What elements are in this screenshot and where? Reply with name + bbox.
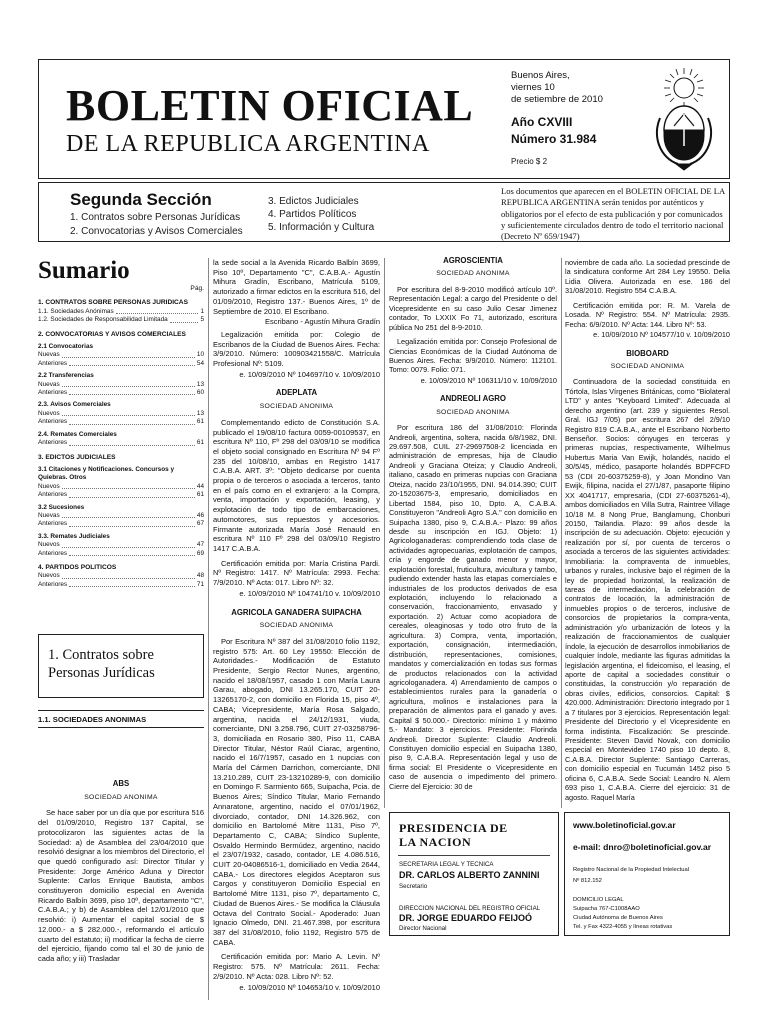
- toc-category: 3. EDICTOS JUDICIALES: [38, 453, 116, 461]
- toc-category: 1. CONTRATOS SOBRE PERSONAS JURIDICAS: [38, 299, 188, 307]
- section-item: 2. Convocatorias y Avisos Comerciales: [70, 226, 243, 237]
- toc-entry-label: Nuevas: [38, 511, 60, 519]
- toc-entry[interactable]: [38, 439, 204, 447]
- presidencia-box: [389, 812, 559, 936]
- table-of-contents: [38, 258, 204, 589]
- section-title: Segunda Sección: [70, 190, 212, 209]
- toc-entry[interactable]: [38, 389, 204, 397]
- column-1: [38, 770, 204, 965]
- issue-price: Precio $ 2: [511, 157, 548, 166]
- date-line: Buenos Aires,: [511, 70, 570, 81]
- notice-subheading: SOCIEDAD ANONIMA: [259, 622, 334, 630]
- toc-entry-label: 1.1. Sociedades Anónimas: [38, 307, 114, 315]
- toc-category: 2. CONVOCATORIAS Y AVISOS COMERCIALES: [38, 330, 186, 338]
- toc-entry[interactable]: [38, 512, 204, 520]
- column-4: [565, 258, 730, 803]
- toc-entry[interactable]: [38, 410, 204, 418]
- toc-entry[interactable]: [38, 572, 204, 580]
- toc-entry[interactable]: [38, 483, 204, 491]
- toc-entry-page: 46: [196, 511, 204, 519]
- email-link[interactable]: e-mail: dnro@boletinoficial.gov.ar: [573, 842, 712, 852]
- toc-entry[interactable]: [38, 316, 204, 324]
- notice-text: Por escritura del 8-9-2010 modificó artículo 10º. Representación Legal: a cargo del Presidente o del Vicepresidente en su caso Julio Cesar Jimenez contador, To LXXIX Fo 71, autorizado, escritura pública No 251 del 8-9-2010.: [389, 284, 557, 332]
- legal-notice: Los documentos que aparecen en el BOLETIN OFICIAL DE LA REPUBLICA ARGENTINA serán tenidos por auténticos y obligatorios por el efecto de esta publicación y por comunicados y suficientemente circulados dentro de todo el territorio nacional (Decreto Nº 659/1947): [501, 186, 725, 242]
- toc-entry-page: 13: [196, 409, 204, 417]
- notice-text: la sede social a la Avenida Ricardo Balbín 3699, Piso 10º, Departamento "C", C.A.B.A.- Agustín Mihura Gradín, Escribano, Matrícula 5109, autorizado a firmar edictos en la escritura 516, del 01/09/2010, Registro 137.- Buenos Aires, 1º de Septiembre de 2010. El Escribano.: [213, 258, 380, 316]
- notice-certification: Certificación emitida por: María Cristina Pardi. Nº Registro: 1417. Nº Matrícula: 2993. Fecha: 7/9/2010. Nº Acta: 017. Libro Nº: 32.: [213, 558, 380, 588]
- secretario-name: DR. CARLOS ALBERTO ZANNINI: [399, 870, 540, 880]
- toc-entry-page: 48: [196, 572, 204, 580]
- toc-leader-dots: [62, 572, 195, 578]
- toc-entry[interactable]: [38, 360, 204, 368]
- director-name: DR. JORGE EDUARDO FEIJOÓ: [399, 913, 533, 923]
- notice-legalization: Legalización emitida por: Consejo Profesional de Ciencias Económicas de la Ciudad Autónoma de Buenos Aires. Fecha: 9/9/2010. Número: 112101. Tomo: 0079. Folio: 071.: [389, 337, 557, 375]
- toc-leader-dots: [62, 541, 195, 547]
- toc-page-label: Pág.: [190, 285, 204, 292]
- toc-entry-page: 10: [196, 351, 204, 359]
- issue-number: Número 31.984: [511, 132, 597, 146]
- coat-of-arms-icon: [646, 66, 722, 172]
- toc-leader-dots: [69, 520, 195, 526]
- presidencia-title: PRESIDENCIA DE LA NACION: [399, 821, 508, 849]
- issue-date: [511, 70, 631, 106]
- column-divider: [561, 258, 562, 808]
- toc-entry-label: Anteriores: [38, 418, 68, 426]
- toc-entry-page: 61: [196, 439, 204, 447]
- toc-entry[interactable]: [38, 520, 204, 528]
- toc-entry[interactable]: [38, 381, 204, 389]
- section-item: 3. Edictos Judiciales: [268, 196, 359, 207]
- notice-certification: Certificación emitida por: Mario A. Levin. Nº Registro: 575. Nº Matrícula: 2611. Fecha: 2/9/2010. Nº Acta: 028. Libro Nº: 52.: [213, 952, 380, 981]
- toc-entry-page: 13: [196, 380, 204, 388]
- toc-leader-dots: [69, 360, 195, 366]
- telefono: Tel. y Fax 4322-4055 y líneas rotativas: [573, 924, 673, 930]
- toc-subcategory: 2.4. Remates Comerciales: [38, 430, 117, 438]
- notice-subheading: SOCIEDAD ANONIMA: [610, 362, 685, 370]
- notice-heading: ABS: [112, 779, 130, 788]
- toc-entry-label: Nuevos: [38, 572, 60, 580]
- notice-reference: e. 10/09/2010 Nº 104577/10 v. 10/09/2010: [593, 330, 730, 340]
- toc-entry[interactable]: [38, 418, 204, 426]
- toc-entry-label: Nuevas: [38, 380, 60, 388]
- toc-entry-page: 1: [200, 307, 204, 315]
- domicilio-street: Suipacha 767-C1008AAO: [573, 906, 640, 912]
- toc-entry-label: Nuevos: [38, 541, 60, 549]
- toc-leader-dots: [62, 483, 195, 489]
- toc-leader-dots: [69, 491, 195, 497]
- toc-leader-dots: [116, 308, 199, 314]
- toc-entry-page: 69: [196, 549, 204, 557]
- notice-subheading: SOCIEDAD ANONIMA: [84, 793, 158, 801]
- notice-heading: BIOBOARD: [626, 348, 669, 358]
- toc-entry-label: Nuevos: [38, 482, 60, 490]
- toc-subcategory: 3.3. Remates Judiciales: [38, 532, 110, 540]
- notice-heading: AGROSCIENTIA: [443, 256, 503, 265]
- notice-signature: Escribano - Agustín Mihura Gradín: [264, 317, 380, 327]
- notice-legalization: Legalización emitida por: Colegio de Escribanos de la Ciudad de Buenos Aires. Fecha: 3/9/2010. Número: 100903421558/C. Matrícula Profesional Nº: 5109.: [213, 329, 380, 369]
- toc-leader-dots: [69, 439, 195, 445]
- toc-entry-page: 47: [196, 541, 204, 549]
- issue-year: Año CXVIII: [511, 115, 573, 129]
- toc-body: [38, 299, 204, 589]
- subcategory-title: 1.1. SOCIEDADES ANONIMAS: [38, 715, 147, 724]
- notice-subheading: SOCIEDAD ANONIMA: [259, 403, 334, 411]
- notice-reference: e. 10/09/2010 Nº 106311/10 v. 10/09/2010: [420, 375, 557, 385]
- toc-subcategory: 2.3. Avisos Comerciales: [38, 401, 111, 409]
- date-line: viernes 10: [511, 82, 555, 93]
- column-divider: [208, 258, 209, 1000]
- notice-heading: AGRICOLA GANADERA SUIPACHA: [231, 607, 362, 617]
- category-title: 1. Contratos sobre Personas Jurídicas: [48, 647, 155, 681]
- domicilio-label: DOMICILIO LEGAL: [573, 897, 624, 903]
- masthead-subtitle: DE LA REPUBLICA ARGENTINA: [66, 131, 430, 157]
- toc-entry-page: 54: [196, 359, 204, 367]
- secretaria-label: SECRETARIA LEGAL Y TECNICA: [399, 861, 494, 868]
- toc-entry-label: Anteriores: [38, 439, 68, 447]
- toc-entry-label: Anteriores: [38, 520, 68, 528]
- toc-entry-label: Anteriores: [38, 389, 68, 397]
- toc-entry-page: 67: [196, 520, 204, 528]
- notice-heading: ANDREOLI AGRO: [440, 394, 506, 404]
- toc-entry[interactable]: [38, 308, 204, 316]
- domicilio-city: Ciudad Autónoma de Buenos Aires: [573, 915, 663, 921]
- divider: [38, 710, 204, 711]
- notice-reference: e. 10/09/2010 Nº 104653/10 v. 10/09/2010: [239, 982, 380, 992]
- divider: [398, 855, 550, 856]
- contact-box: [564, 812, 730, 936]
- section-item: 5. Información y Cultura: [268, 222, 375, 233]
- toc-entry-label: Anteriores: [38, 580, 68, 588]
- toc-entry-page: 5: [200, 316, 204, 324]
- notice-reference: e. 10/09/2010 Nº 104697/10 v. 10/09/2010: [239, 369, 380, 379]
- toc-entry-page: 61: [196, 491, 204, 499]
- column-3: [389, 256, 557, 792]
- toc-leader-dots: [62, 512, 195, 518]
- notice-subheading: SOCIEDAD ANONIMA: [436, 270, 510, 278]
- toc-entry-page: 71: [196, 580, 204, 588]
- section-item: 1. Contratos sobre Personas Jurídicas: [70, 212, 241, 223]
- registro-number: Nº 812.152: [573, 878, 602, 884]
- toc-entry[interactable]: [38, 541, 204, 549]
- toc-entry-label: Anteriores: [38, 549, 68, 557]
- director-role: Director Nacional: [399, 925, 447, 932]
- toc-entry-label: Nuevos: [38, 409, 60, 417]
- notice-text: Se hace saber por un día que por escritura 516 del 01/09/2010, Registro 137 Capital, se protocolizaron las siguientes actas de la Sociedad: a) de Asamblea del 23/04/2010 que resolvió designar a los miembros del Directorio, el que quedó configurado así: Director Titular y Presidente: Jorge Américo Aduna y Director Suplente: Carlos Enrique Bautista, ambos constituyeron domicilio especial en Avenida Ricardo Balbín 3699, piso 10º, departamento "C", C.A.B.A.; y b) de Asamblea del 12/01/2010 que resolvió: i) Aumentar el capital social de $ 12.000.- a $ 282.000.-, reformando el artículo cuarto del estatuto; ii) modificar la fecha de cierre del ejercicio, fijando como tal el 30 de junio de cada año; y iii) Trasladar: [38, 808, 204, 963]
- toc-leader-dots: [69, 418, 195, 424]
- notice-certification: Certificación emitida por: R. M. Varela de Losada. Nº Registro: 554. Nº Matrícula: 2935. Fecha: 6/9/2010. Nº Acta: 144. Libro Nº: 53.: [565, 300, 730, 329]
- toc-entry-page: 60: [196, 389, 204, 397]
- notice-text: noviembre de cada año. La sociedad prescinde de la sindicatura conforme Art 284 Ley 19550. Delia Lidia Olivera. Autorizada en ese. 186 del 31/08/2010. Registro 554 C.A.B.A.: [565, 258, 730, 296]
- column-2: [213, 258, 380, 995]
- toc-category: 4. PARTIDOS POLITICOS: [38, 563, 117, 571]
- notice-text: Complementando edicto de Constitución S.A. publicado el 19/08/10 factura 0059-00109537, en escritura Nº 110, Fº 298 del 03/09/10 se modifica el objeto social consignado en Escritura Nº 94 Fº 235 del 10/08/10, ambas en Registro 1417 C.A.B.A. ART. 3º: "Objeto dedicarse por cuenta propia o de terceros o asociada a terceros, tanto en el país como en el extranjero: a la Compra, venta, importación y exportación, leasing, y explotación de todo tipo de embarcaciones, automotores, sus repuestos y accesorios. Firmante autorizada María José Renauld en escritura Nº 110 Fº 298 del 03/09/10 Registro 1417 C.A.B.A.: [213, 417, 380, 553]
- toc-leader-dots: [62, 351, 195, 357]
- notice-text: Continuadora de la sociedad constituida en Tórtola, Islas Vírgenes Británicas, como "Biolateral LTD" y antes "Keyboard Limited". Adecuada al derecho argentino (art. 239 y siguientes Resol. Gral. IGJ 7/05) por escritura 267 del 2/9/10 Registro 819 C.A.B.A., ante el Escribano Norberto Benseñor. Socios: cónyuges en terceras y primeras nupcias, respectivamente, Wilhelmus Hubertus Maria Van Ewijk, holandés, nacido el 30/5/45, médico, pasaporte holandés BDPFCFD 53 (CDI 20-60375259-8), y Joan Mondino Van Ewijk, filipina, nacida el 27/1/87, pasaporte filipino XX 4041717, empresaria, (CDI 27-60375261-4), ambos domiciliados en Villa Sutra, Raintree Village 10/18 M. 8 Nong Prue, Banglamung, Chonburi 20150, Tailandia. Plazo: 99 años desde la inscripción de su adecuación. Objeto: ejecución y realización por sí, por cuenta de terceros o asociada a terceros de las siguientes actividades: Inmobiliaria: la compraventa de inmuebles, urbanos y rurales, inclusive bajo el régimen de la ley de propiedad horizontal, la realización de tareas de intermediación, la celebración de contratos de locación, la administración de inmuebles propios o de terceros, inclusive de consorcios de propietarios la compra-venta, administración y/o urbanización de loteos y la realización de fraccionamientos de cualquier índole, la ejecución de desarrollos inmobiliarios de cualquier índole, mediante las figuras admitidas la legislación argentina, el fideicomiso, el leasing, el aporte de capital a sociedades constituir o constituidas, la construcción y/o reparación de obras civiles, edificios, consorcios. Capital: $ 420.000. Administración: Directorio integrado por 1 a 7 titulares por 3 ejercicios. Representación legal: Presidente del Directorio y el Vicepresidente en forma indistinta. Fiscalización: Se prescinde. Presidente: Steven David Novak, con domicilio especial en Montevideo 1740 piso 10 depto. 8, C.A.B.A. Director Suplente: Santiago Carreras, con domicilio especial en Tucumán 1452 piso 5 oficina 6, C.A.B.A. Sede Social: Leandro N. Alem 693 piso 1, C.A.B.A. Cierre del ejercicio: 31 de agosto. Raquel María: [565, 377, 730, 802]
- toc-entry[interactable]: [38, 491, 204, 499]
- section-item: 4. Partidos Políticos: [268, 209, 357, 220]
- date-line: de setiembre de 2010: [511, 94, 603, 105]
- toc-entry-label: 1.2. Sociedades de Responsabilidad Limitada: [38, 316, 168, 324]
- toc-leader-dots: [69, 550, 195, 556]
- toc-leader-dots: [62, 410, 195, 416]
- notice-text: Por escritura 186 del 31/08/2010: Florinda Andreoli, argentina, soltera, nacida 6/8/1982, DNI. 29.697.508, CUIL 27-29697508-2 licenciada en administración de empresas, hija de Claudio Andreoli y Graciana Oteiza; y Claudio Andreoli, italiano, casado en primeras nupcias con Graciana Oteiza, nacido 23/10/1955, DNI. 94.014.390; CUIT 20-15203675-3, empresario, domiciliados en Libertad 1584, piso 10, Dpto. A, C.A.B.A. Constituyeron "Andreoli Agro S.A." con domicilio en Suipacha 1380, piso 9, C.A.B.A.- Plazo: 99 años desde su inscripción en IGJ. Objeto: 1) Agricologanaderas: comprendiendo toda clase de actividades agropecuarias, explotación de campos, cría y engorde de ganado menor y mayor, explotación forestal, fruticultura, avicultura y tambo, pudiendo extender hasta las etapas comerciales e industriales de los productos derivados de esa explotación, incluyendo lo relacionado a conservación, fraccionamiento, envasado y exportación. 2) Actuar como acopiadora de cereales, oleaginosas y todo otro fruto de la agricultura. 3) Compra, venta, importación, exportación, consignación, intermediación, distribución, representaciones, comisiones, mandatos y comercialización en todas sus formas de productos relacionados con la actividad agricologanadera. 4) Arrendamiento de campos o establecimientos rurales para la ganadería o agricultura, molinos e instalaciones para la preparación de alimentos para el ganado y aves. Capital $ 50.000.- Directorio: mínimo 1 y máximo 5.- Mandato: 3 ejercicios. Presidente: Florinda Andreoli. Director Suplente: Claudio Andreoli. Constituyen domicilio especial en Suipacha 1380, piso 9, C.A.B.A. Representación legal y uso de firma social: El Presidente o Vicepresidente en caso de ausencia o impedimento del primero. Cierre del Ejercicio: 30 de: [389, 423, 557, 791]
- toc-subcategory: 2.2 Transferencias: [38, 372, 94, 380]
- toc-leader-dots: [62, 381, 195, 387]
- registro-label: Registro Nacional de la Propiedad Intelectual: [573, 867, 690, 873]
- column-divider: [384, 258, 385, 808]
- toc-entry-page: 61: [196, 418, 204, 426]
- divider: [38, 727, 204, 728]
- notice-subheading: SOCIEDAD ANONIMA: [436, 408, 510, 416]
- toc-entry-label: Nuevas: [38, 351, 60, 359]
- toc-entry-page: 44: [196, 482, 204, 490]
- notice-heading: ADEPLATA: [275, 388, 318, 398]
- toc-entry[interactable]: [38, 351, 204, 359]
- toc-entry-label: Anteriores: [38, 491, 68, 499]
- toc-entry[interactable]: [38, 581, 204, 589]
- website-link[interactable]: www.boletinoficial.gov.ar: [573, 820, 676, 830]
- toc-leader-dots: [69, 389, 195, 395]
- direccion-label: DIRECCION NACIONAL DEL REGISTRO OFICIAL: [399, 905, 541, 912]
- notice-text: Por Escritura Nº 387 del 31/08/2010 folio 1192, registro 575: Art. 60 Ley 19550: Elección de Autoridades.- Modificación de Estatuto Presidente, Sergio Rector Nunes, argentino, nacido el 18/08/1957, casado 1 con María Laura Garau, abogado, DNI 13.265.170, CUIT 20-13265170-2, con domicilio en Florida 15, piso 4º, CABA; Vicepresidente, María Rosa Salgado, argentina, nacida el 24/12/1931, viuda, comerciante, DNI 3.258.796, CUIT 27-03258796-3, domiciliada en Rosario 380, Piso 11, CABA Director Titular, Néstor Raúl Ciarac, argentino, nacido el 16/7/1957, casado en 1 nupcias con María del Cármen Darrichon, comerciante, DNI 13.210.289, CUIT 23-13210289-9, con domicilio en Domingo F. Sarmiento 665, Suipacha, Pcia. de Buenos Aires; Síndico Titular, Mario Fernando Annaratone, argentino, nacido el 07/01/1962, divorciado, contador, DNI 14.326.962, con domicilio en Bartolomé Mitre 1131, Piso 7º, Departamento C, CABA; Síndico Suplente, Osvaldo Hermindo Bermúdez, argentino, nacido el 23/07/1932, casado, contador, LE 4.086.516, CUIT 20-04086516-1, domiciliado en Vedia 2644, CABA.- Los directores elegidos Aceptaron sus Cargos y constituyeron Domicilio Especial en Bartolomé Mitre 1131, piso 7º, departamento C, Ciudad de Buenos Aires.- Se modifica la Cláusula Octava del Contrato Social.- Apoderado: Juan Ignacio Olmedo, DNI. 21.467.398, por escritura 387 del 31/08/2010, folio 1192, Registro 575 de CABA.: [213, 636, 380, 947]
- toc-entry-label: Anteriores: [38, 359, 68, 367]
- secretario-role: Secretario: [399, 883, 428, 890]
- notice-reference: e. 10/09/2010 Nº 104741/10 v. 10/09/2010: [239, 588, 380, 598]
- masthead-title: BOLETIN OFICIAL: [66, 81, 474, 130]
- toc-leader-dots: [170, 316, 199, 322]
- toc-subcategory: 3.2 Sucesiones: [38, 503, 85, 511]
- toc-title: Sumario: [38, 257, 130, 284]
- toc-entry[interactable]: [38, 550, 204, 558]
- toc-subcategory: 2.1 Convocatorias: [38, 343, 94, 351]
- toc-leader-dots: [69, 581, 195, 587]
- toc-subcategory: 3.1 Citaciones y Notificaciones. Concursos y Quiebras. Otros: [38, 465, 175, 482]
